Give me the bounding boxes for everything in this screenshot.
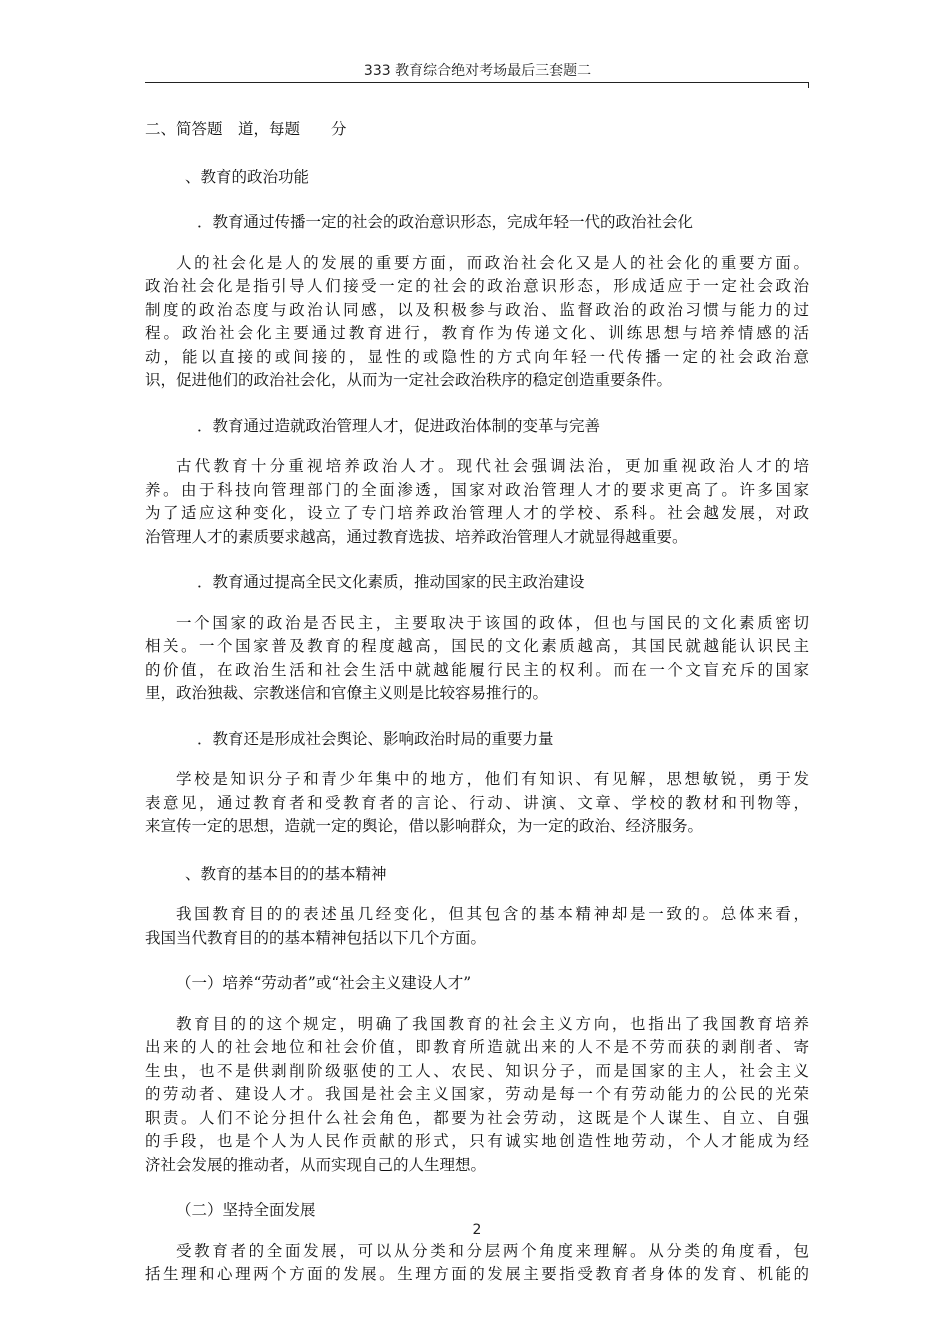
q2-subheading-2: （二）坚持全面发展 [176,1201,316,1219]
section-title: 二、简答题 道，每题 分 [145,120,347,138]
header-rule [145,82,809,83]
paragraph-line: 出来的人的社会地位和社会价值，即教育所造就出来的人不是不劳而获的剥削者、寄 [145,1038,809,1056]
paragraph-line: 的劳动者、建设人才。我国是社会主义国家，劳动是每一个有劳动能力的公民的光荣 [145,1085,809,1103]
paragraph-line: 识，促进他们的政治社会化，从而为一定社会政治秩序的稳定创造重要条件。 [145,371,673,389]
paragraph-line: 受教育者的全面发展，可以从分类和分层两个角度来理解。从分类的角度看，包 [176,1241,809,1260]
paragraph-line: 相关。一个国家普及教育的程度越高，国民的文化素质越高，其国民就越能认识民主 [145,637,809,655]
paragraph-line: 生虫，也不是供剥削阶级驱使的工人、农民、知识分子，而是国家的主人，社会主义 [145,1061,809,1080]
paragraph-line: 制度的政治态度与政治认同感，以及积极参与政治、监督政治的政治习惯与能力的过 [145,300,809,319]
paragraph-line: 我国当代教育目的的基本精神包括以下几个方面。 [145,928,487,947]
paragraph-line: 程。政治社会化主要通过教育进行，教育作为传递文化、训练思想与培养情感的活 [145,324,809,342]
paragraph-line: 表意见，通过教育者和受教育者的言论、行动、讲演、文章、学校的教材和刊物等， [145,793,809,812]
q1-subheading-3: ．教育通过提高全民文化素质，推动国家的民主政治建设 [197,573,585,591]
paragraph-line: 动，能以直接的或间接的，显性的或隐性的方式向年轻一代传播一定的社会政治意 [145,347,809,366]
q1-subheading-4: ．教育还是形成社会舆论、影响政治时局的重要力量 [197,729,554,748]
q1-paragraph-1 [145,252,809,393]
paragraph-line: 的手段，也是个人为人民作贡献的形式，只有诚实地创造性地劳动，个人才能成为经 [145,1132,809,1150]
paragraph-line: 的价值，在政治生活和社会生活中就越能履行民主的权利。而在一个文盲充斥的国家 [145,660,809,679]
page-header: 333 教育综合绝对考场最后三套题二 [363,63,592,79]
page-number: 2 [472,1222,482,1238]
paragraph-line: 为了适应这种变化，设立了专门培养政治管理人才的学校、系科。社会越发展，对政 [145,504,809,522]
header-rule-tick [808,82,809,88]
paragraph-line: 养。由于科技向管理部门的全面渗透，国家对政治管理人才的要求更高了。许多国家 [145,480,809,499]
paragraph-line: 我国教育目的的表述虽几经变化，但其包含的基本精神却是一致的。总体来看， [176,905,809,923]
paragraph-line: 教育目的的这个规定，明确了我国教育的社会主义方向，也指出了我国教育培养 [176,1014,809,1033]
question-1-title: 、教育的政治功能 [185,167,310,186]
q2-intro-paragraph [145,903,809,950]
paragraph-line: 古代教育十分重视培养政治人才。现代社会强调法治，更加重视政治人才的培 [176,457,809,475]
q2-paragraph-2 [145,1240,809,1287]
q2-subheading-1: （一）培养“劳动者”或“社会主义建设人才” [176,974,472,992]
q1-subheading-1: ．教育通过传播一定的社会的政治意识形态，完成年轻一代的政治社会化 [197,213,694,231]
q1-paragraph-4 [145,768,809,839]
paragraph-line: 治管理人才的素质要求越高，通过教育选拔、培养政治管理人才就显得越重要。 [145,527,688,546]
document-body [145,118,809,1287]
question-2-title: 、教育的基本目的的基本精神 [185,864,387,883]
q1-paragraph-2 [145,455,809,549]
paragraph-line: 政治社会化是指引导人们接受一定的社会的政治意识形态，形成适应于一定社会政治 [145,277,809,295]
paragraph-line: 人的社会化是人的发展的重要方面，而政治社会化又是人的社会化的重要方面。 [176,253,809,272]
paragraph-line: 学校是知识分子和青少年集中的地方，他们有知识、有见解，思想敏锐，勇于发 [176,770,809,788]
paragraph-line: 括生理和心理两个方面的发展。生理方面的发展主要指受教育者身体的发育、机能的 [145,1265,809,1283]
q1-paragraph-3 [145,612,809,706]
paragraph-line: 来宣传一定的思想，造就一定的舆论，借以影响群众，为一定的政治、经济服务。 [145,817,704,835]
paragraph-line: 一个国家的政治是否民主，主要取决于该国的政体，但也与国民的文化素质密切 [176,613,809,632]
q1-subheading-2: ．教育通过造就政治管理人才，促进政治体制的变革与完善 [197,416,601,435]
q2-paragraph-1 [145,1013,809,1178]
paragraph-line: 里，政治独裁、宗教迷信和官僚主义则是比较容易推行的。 [145,684,549,702]
paragraph-line: 职责。人们不论分担什么社会角色，都要为社会劳动，这既是个人谋生、自立、自强 [145,1108,809,1127]
paragraph-line: 济社会发展的推动者，从而实现自己的人生理想。 [145,1155,487,1174]
